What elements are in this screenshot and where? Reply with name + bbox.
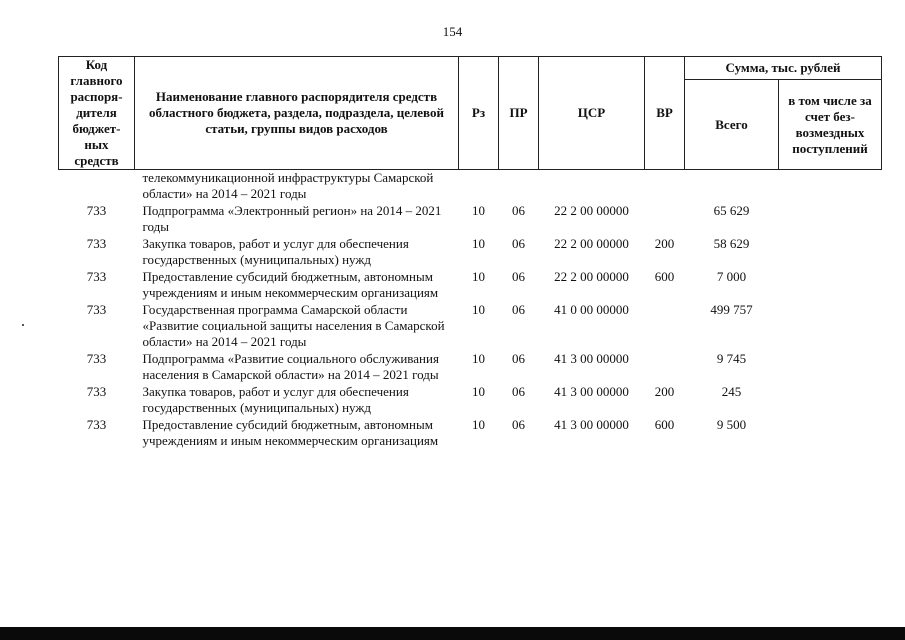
cell-free [779,383,882,416]
cell-vr: 200 [654,384,675,399]
cell-code: 733 [86,417,107,432]
cell-rz: 10 [472,269,485,284]
cell-total: 9 745 [716,351,747,366]
cell-rz: 10 [472,417,485,432]
cell-total: 9 500 [716,417,747,432]
header-csr: ЦСР [539,57,645,170]
table-row [59,383,882,416]
cell-pr: 06 [512,236,525,251]
scan-bottom-edge [0,627,905,640]
header-total: Всего [685,80,779,170]
cell-total: 245 [721,384,742,399]
cell-free [779,350,882,383]
header-code: Код главного распоря-дителя бюджет-ных средств [59,57,135,170]
header-vr: ВР [645,57,685,170]
cell-csr: 41 3 00 00000 [554,351,629,366]
cell-vr: 200 [654,236,675,251]
cell-csr: 41 0 00 00000 [554,302,629,317]
cell-csr: 22 2 00 00000 [554,236,629,251]
table-row [59,235,882,268]
budget-table [58,56,882,449]
cell-code: 733 [86,302,107,317]
header-rz: Рз [459,57,499,170]
scan-speck [22,324,24,326]
header-name: Наименование главного распорядителя средств областного бюджета, раздела, подраздела, целевой статьи, группы видов расходов [135,57,459,170]
cell-csr: 41 3 00 00000 [554,384,629,399]
continuation-name: телекоммуникационной инфраструктуры Самарской области» на 2014 – 2021 годы [142,170,434,201]
cell-code: 733 [86,236,107,251]
cell-free [779,235,882,268]
cell-code: 733 [86,269,107,284]
cell-rz: 10 [472,302,485,317]
cell-pr: 06 [512,351,525,366]
cell-vr: 600 [654,417,675,432]
cell-free [779,202,882,235]
header-sum: Сумма, тыс. рублей [685,57,882,80]
cell-pr: 06 [512,302,525,317]
cell-name: Закупка товаров, работ и услуг для обеспечения государственных (муниципальных) нужд [142,384,409,415]
cell-name: Закупка товаров, работ и услуг для обеспечения государственных (муниципальных) нужд [142,236,409,267]
cell-name: Подпрограмма «Развитие социального обслуживания населения в Самарской области» на 2014 – 2021 годы [142,351,439,382]
table-row [59,268,882,301]
header-free: в том числе за счет без-возмездных поступлений [779,80,882,170]
cell-free [779,416,882,449]
cell-code: 733 [86,351,107,366]
table-row [59,301,882,350]
cell-free [779,301,882,350]
cell-rz: 10 [472,236,485,251]
header-pr: ПР [499,57,539,170]
cell-csr: 41 3 00 00000 [554,417,629,432]
cell-total: 58 629 [713,236,750,251]
cell-rz: 10 [472,203,485,218]
cell-code: 733 [86,384,107,399]
cell-name: Подпрограмма «Электронный регион» на 2014 – 2021 годы [142,203,442,234]
table-row [59,350,882,383]
table-row [59,416,882,449]
cell-rz: 10 [472,351,485,366]
page-number: 154 [442,24,463,39]
cell-total: 65 629 [713,203,750,218]
cell-csr: 22 2 00 00000 [554,203,629,218]
cell-rz: 10 [472,384,485,399]
cell-name: Предоставление субсидий бюджетным, автономным учреждениям и иным некоммерческим организациям [142,269,439,300]
cell-vr [645,301,685,350]
cell-name: Предоставление субсидий бюджетным, автономным учреждениям и иным некоммерческим организациям [142,417,439,448]
cell-pr: 06 [512,384,525,399]
cell-code: 733 [86,203,107,218]
cell-vr: 600 [654,269,675,284]
cell-total: 499 757 [710,302,753,317]
cell-pr: 06 [512,269,525,284]
cell-name: Государственная программа Самарской области «Развитие социальной защиты населения в Самарской области» на 2014 – 2021 годы [142,302,445,349]
cell-free [779,268,882,301]
cell-pr: 06 [512,417,525,432]
cell-csr: 22 2 00 00000 [554,269,629,284]
continuation-row [59,170,882,203]
cell-pr: 06 [512,203,525,218]
cell-vr [645,350,685,383]
cell-total: 7 000 [716,269,747,284]
cell-vr [645,202,685,235]
table-row [59,202,882,235]
